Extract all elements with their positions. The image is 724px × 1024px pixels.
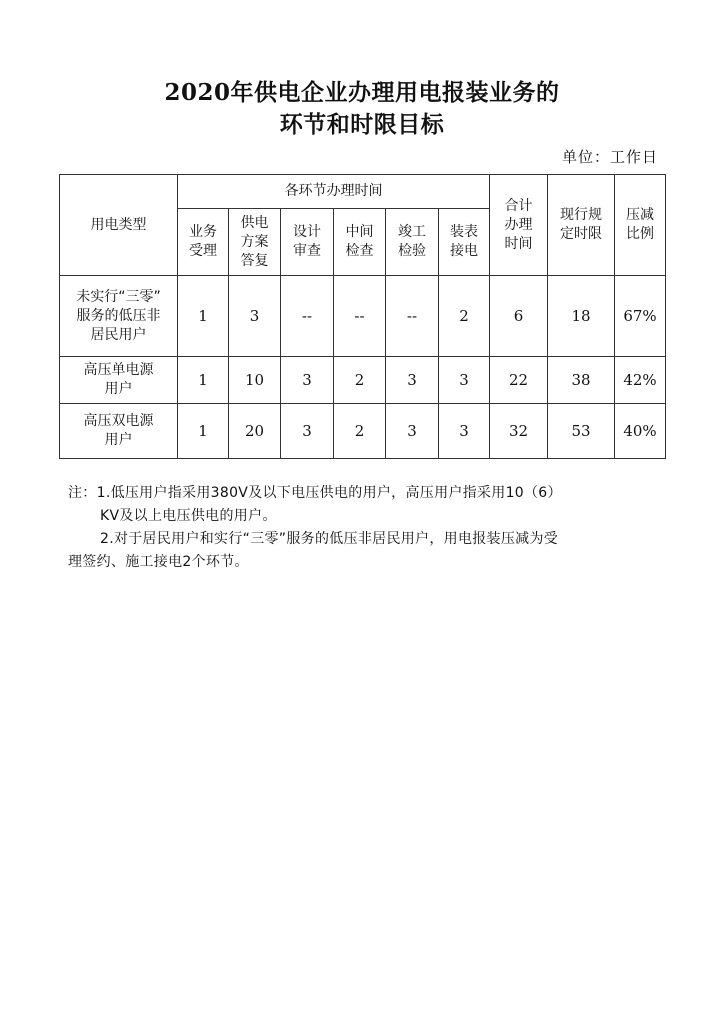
- table-cell: 1: [178, 404, 229, 459]
- table-row: [60, 404, 666, 459]
- table-cell: --: [281, 276, 334, 357]
- table-cell-current: 18: [548, 276, 615, 357]
- table-cell-total: 32: [490, 404, 548, 459]
- header-type: 用电类型: [60, 175, 178, 276]
- table-cell: 1: [178, 357, 229, 404]
- header-reduction: 压减 比例: [615, 175, 666, 276]
- table-cell: 3: [386, 404, 439, 459]
- table-cell: 10: [229, 357, 281, 404]
- time-limit-table: [59, 174, 666, 459]
- table-cell: 3: [386, 357, 439, 404]
- header-step: 供电 方案 答复: [229, 209, 281, 276]
- table-cell: 1: [178, 276, 229, 357]
- document-title-line-2: 环节和时限目标: [279, 111, 445, 138]
- row-type: 高压单电源 用户: [60, 357, 178, 404]
- row-type: 高压双电源 用户: [60, 404, 178, 459]
- unit-label: 单位：工作日: [561, 148, 658, 166]
- header-step: 设计 审查: [281, 209, 334, 276]
- table-cell-total: 22: [490, 357, 548, 404]
- table-cell: 2: [334, 357, 386, 404]
- note-2-line-2: 理签约、施工接电2个环节。: [68, 554, 249, 570]
- header-step: 装表 接电: [439, 209, 490, 276]
- table-cell: 20: [229, 404, 281, 459]
- table-cell: 3: [439, 357, 490, 404]
- table-cell: 2: [334, 404, 386, 459]
- header-total: 合计 办理 时间: [490, 175, 548, 276]
- header-step: 竣工 检验: [386, 209, 439, 276]
- header-step: 业务 受理: [178, 209, 229, 276]
- document-title-line-1: 2020年供电企业办理用电报装业务的: [164, 79, 560, 106]
- table-cell-current: 38: [548, 357, 615, 404]
- table-cell: --: [334, 276, 386, 357]
- table-cell-reduction: 42%: [615, 357, 666, 404]
- row-type: 未实行“三零” 服务的低压非 居民用户: [60, 276, 178, 357]
- table-cell: 3: [439, 404, 490, 459]
- table-cell-total: 6: [490, 276, 548, 357]
- note-1-line-2: KV及以上电压供电的用户。: [100, 508, 277, 524]
- table-row: [60, 357, 666, 404]
- note-1-line-1: 注：1.低压用户指采用380V及以下电压供电的用户，高压用户指采用10（6）: [68, 485, 562, 501]
- header-group: 各环节办理时间: [178, 175, 490, 209]
- note-2-line-1: 2.对于居民用户和实行“三零”服务的低压非居民用户，用电报装压减为受: [100, 531, 559, 547]
- notes-label: 注：: [68, 485, 97, 501]
- notes-section: [68, 482, 668, 574]
- table-cell-reduction: 67%: [615, 276, 666, 357]
- table-cell-reduction: 40%: [615, 404, 666, 459]
- table-cell: 3: [281, 404, 334, 459]
- header-step: 中间 检查: [334, 209, 386, 276]
- table-cell: 2: [439, 276, 490, 357]
- table-cell: 3: [229, 276, 281, 357]
- header-current: 现行规 定时限: [548, 175, 615, 276]
- table-cell: --: [386, 276, 439, 357]
- table-cell: 3: [281, 357, 334, 404]
- table-cell-current: 53: [548, 404, 615, 459]
- table-row: [60, 276, 666, 357]
